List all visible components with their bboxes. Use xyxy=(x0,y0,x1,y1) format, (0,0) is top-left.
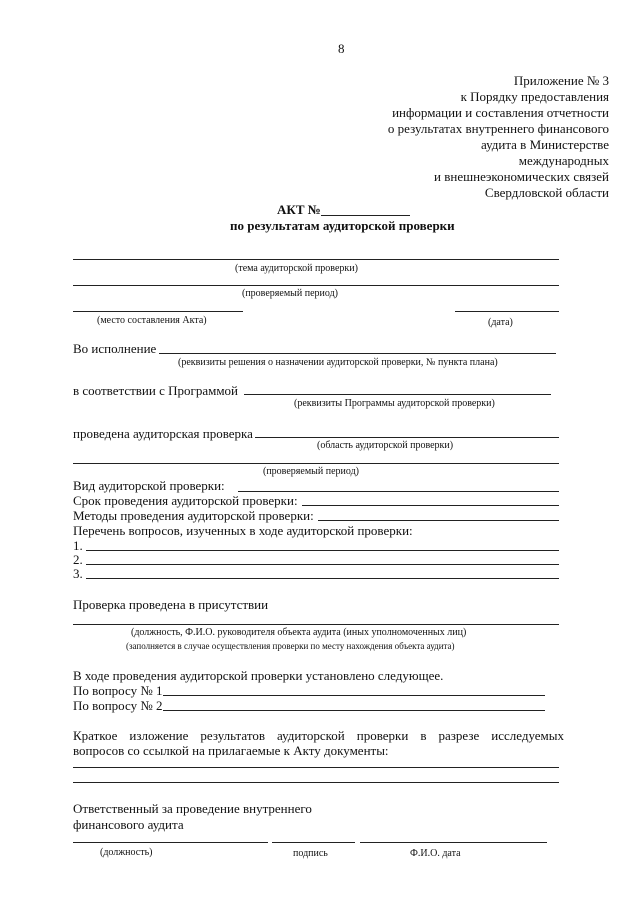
findings-q2-label: По вопросу № 2 xyxy=(73,698,163,713)
summary-line xyxy=(73,767,559,768)
topic-caption: (тема аудиторской проверки) xyxy=(235,263,358,274)
summary-line-1: Краткое изложение результатов аудиторской проверки в разрезе исследуемых xyxy=(73,728,564,743)
question-number: 1. xyxy=(73,538,83,553)
audit-done-label: проведена аудиторская проверка xyxy=(73,426,253,441)
presence-label: Проверка проведена в присутствии xyxy=(73,597,269,612)
findings-q1-label: По вопросу № 1 xyxy=(73,683,163,698)
audit-methods-line xyxy=(318,520,559,521)
responsible-line-2: финансового аудита xyxy=(73,817,184,832)
audit-methods-label: Методы проведения аудиторской проверки: xyxy=(73,508,314,523)
appendix-line: о результатах внутреннего финансового xyxy=(387,121,609,136)
period-line xyxy=(73,285,559,286)
audit-term-label: Срок проведения аудиторской проверки: xyxy=(73,493,298,508)
execution-line xyxy=(159,353,556,354)
audit-type-label: Вид аудиторской проверки: xyxy=(73,478,225,493)
program-caption: (реквизиты Программы аудиторской проверки) xyxy=(294,398,495,409)
appendix-line: к Порядку предоставления xyxy=(460,89,609,104)
place-caption: (место составления Акта) xyxy=(97,315,207,326)
act-subtitle: по результатам аудиторской проверки xyxy=(230,218,455,233)
appendix-line: аудита в Министерстве xyxy=(480,137,609,152)
appendix-line: международных xyxy=(518,153,609,168)
period-caption: (проверяемый период) xyxy=(242,288,338,299)
signature-line xyxy=(272,842,355,843)
date-line xyxy=(455,311,559,312)
question-line xyxy=(86,550,559,551)
presence-caption: (должность, Ф.И.О. руководителя объекта аудита (иных уполномоченных лиц) xyxy=(131,627,467,638)
question-line xyxy=(86,564,559,565)
presence-note: (заполняется в случае осуществления проверки по месту нахождения объекта аудита) xyxy=(126,641,455,651)
name-date-caption: Ф.И.О. дата xyxy=(410,848,461,859)
appendix-line: информации и составления отчетности xyxy=(392,105,609,120)
signature-caption: подпись xyxy=(293,848,328,859)
appendix-line: Свердловской области xyxy=(484,185,609,200)
name-date-line xyxy=(360,842,547,843)
summary-line-2: вопросов со ссылкой на прилагаемые к Акту документы: xyxy=(73,743,389,758)
page-number: 8 xyxy=(338,41,345,56)
position-signature-line xyxy=(73,842,268,843)
appendix-line: и внешнеэкономических связей xyxy=(434,169,609,184)
position-caption: (должность) xyxy=(100,847,153,858)
appendix-line: Приложение № 3 xyxy=(513,73,609,88)
responsible-line-1: Ответственный за проведение внутреннего xyxy=(73,801,312,816)
topic-line xyxy=(73,259,559,260)
date-caption: (дата) xyxy=(488,317,513,328)
act-number-line xyxy=(321,215,410,216)
findings-q1-line xyxy=(163,695,545,696)
findings-intro: В ходе проведения аудиторской проверки установлено следующее. xyxy=(73,668,444,683)
place-line xyxy=(73,311,243,312)
summary-line xyxy=(73,782,559,783)
findings-q2-line xyxy=(163,710,545,711)
act-title: АКТ № xyxy=(277,202,321,217)
audit-area-caption: (область аудиторской проверки) xyxy=(317,440,454,451)
question-line xyxy=(86,578,559,579)
appendix-block xyxy=(388,73,609,201)
question-number: 3. xyxy=(73,566,83,581)
program-label: в соответствии с Программой xyxy=(73,383,239,398)
questions-label: Перечень вопросов, изученных в ходе аудиторской проверки: xyxy=(73,523,413,538)
program-line xyxy=(244,394,551,395)
audit-term-line xyxy=(302,505,559,506)
question-number: 2. xyxy=(73,552,83,567)
execution-label: Во исполнение xyxy=(73,341,157,356)
audit-period-caption: (проверяемый период) xyxy=(263,466,359,477)
presence-line xyxy=(73,624,559,625)
audit-area-line xyxy=(255,437,559,438)
audit-period-line xyxy=(73,463,559,464)
audit-type-line xyxy=(238,491,559,492)
execution-caption: (реквизиты решения о назначении аудиторской проверки, № пункта плана) xyxy=(178,357,498,368)
